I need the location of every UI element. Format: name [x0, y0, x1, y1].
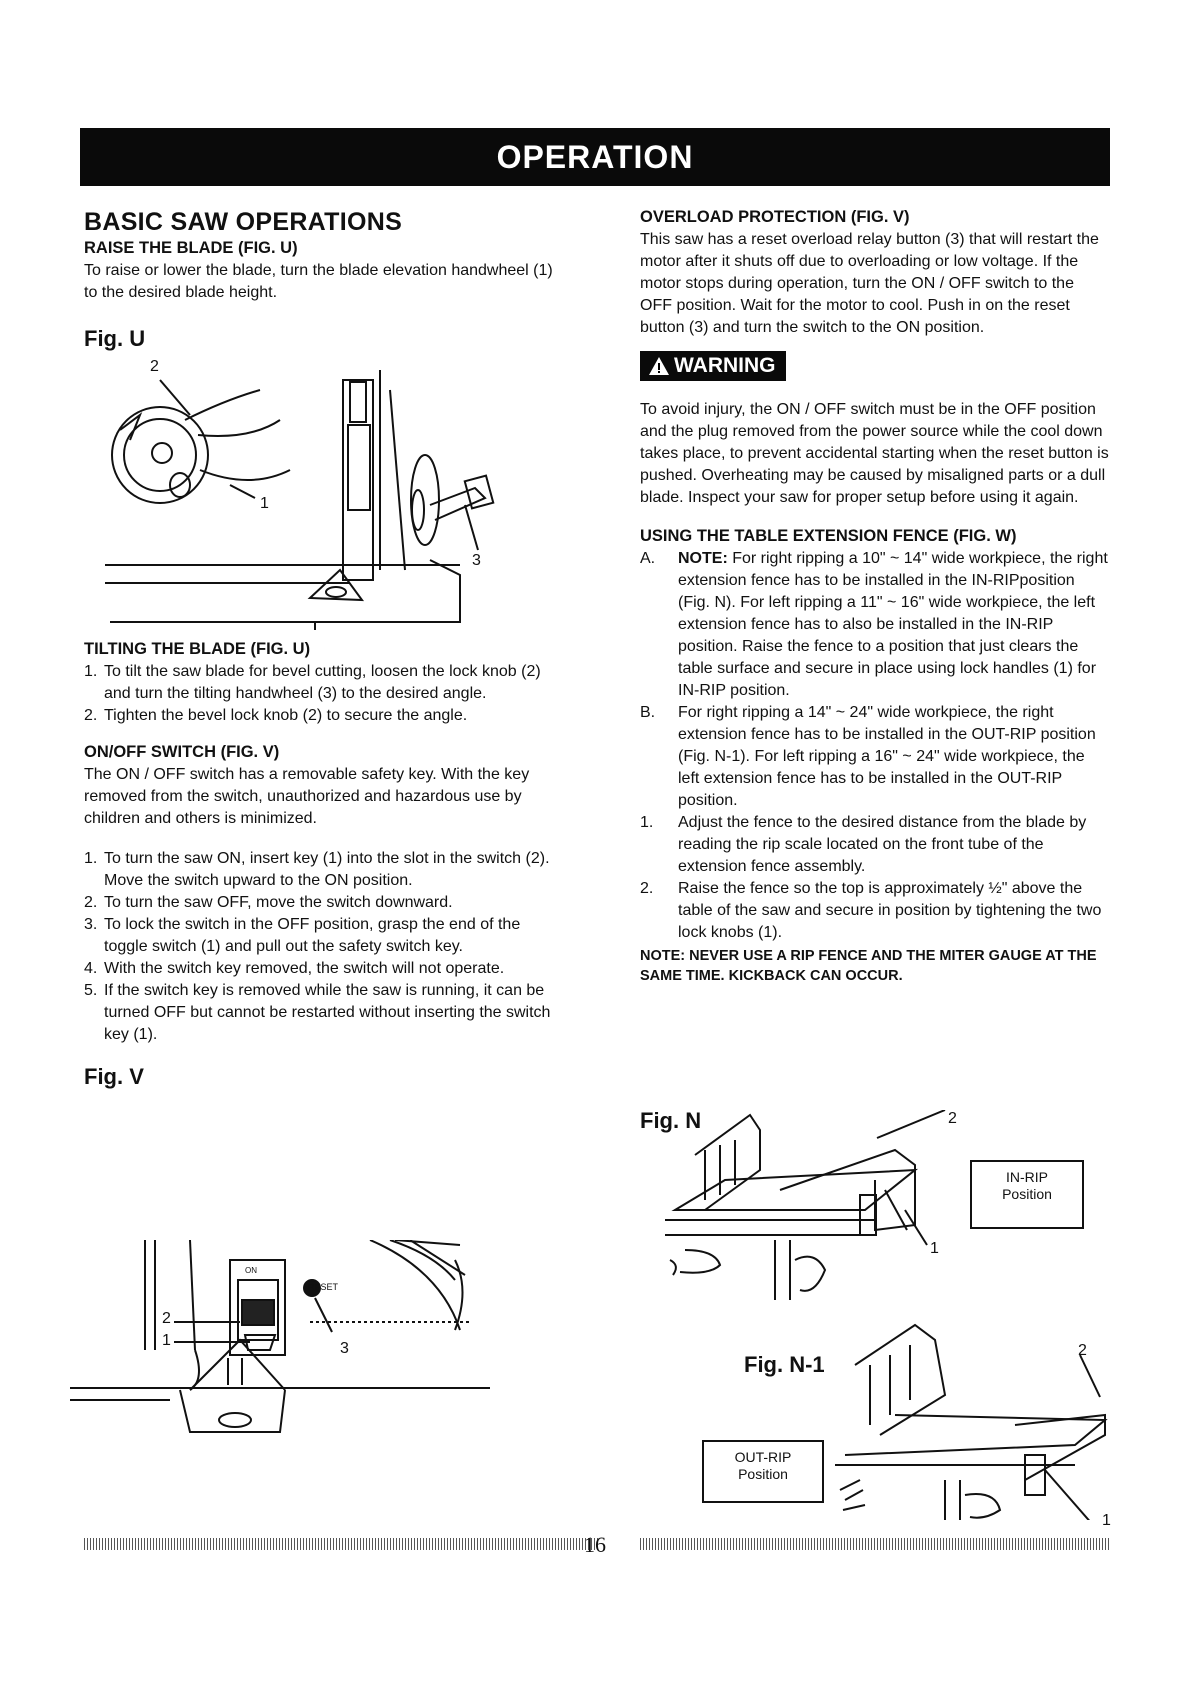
fig-v-illustration [70, 1240, 500, 1510]
extension-list [640, 548, 1110, 944]
raise-text: To raise or lower the blade, turn the blade elevation handwheel (1) to the desired blade height. [84, 262, 553, 301]
fig-v-switch-label: ON [245, 1266, 257, 1275]
list-item: 1. To turn the saw ON, insert key (1) into the slot in the switch (2). Move the switch upward to the ON position. [84, 850, 550, 889]
in-rip-line1: IN-RIP [1006, 1169, 1048, 1185]
in-rip-line2: Position [1002, 1186, 1052, 1202]
fig-u-label: Fig. U [84, 326, 146, 351]
list-item: A. NOTE: For right ripping a 10" ~ 14" wide workpiece, the right extension fence has to be installed in the IN-RIPposition (Fig. N). For left ripping a 11" ~ 16" wide workpiece, the left extension fence has to also be installed in the IN-RIP position. Raise the fence to a position that just clears the table surface and secure in place using lock handles (1) for IN-RIP position. [640, 550, 1108, 699]
fig-n-label: Fig. N [640, 1108, 702, 1133]
list-item: 1. To tilt the saw blade for bevel cutting, loosen the lock knob (2) and turn the tilting handwheel (3) to the desired angle. [84, 663, 541, 702]
in-rip-box [970, 1160, 1084, 1229]
list-item: 2. Tighten the bevel lock knob (2) to secure the angle. [84, 707, 468, 724]
list-item: 2. To turn the saw OFF, move the switch downward. [84, 894, 453, 911]
page-footer [0, 1532, 1190, 1556]
fig-u-callout-2: 2 [150, 358, 159, 375]
fig-u-illustration [100, 360, 540, 630]
list-item: B. For right ripping a 14" ~ 24" wide workpiece, the right extension fence has to be installed in the OUT-RIP position (Fig. N-1). For left ripping a 16" ~ 24" wide workpiece, the left extension fence has to be installed in the OUT-RIP position. [640, 704, 1096, 809]
tilting-list [84, 661, 564, 727]
left-column [84, 200, 564, 352]
fig-u-callout-3: 3 [472, 552, 481, 569]
fig-n1-callout-1: 1 [1102, 1512, 1111, 1529]
overload-heading: OVERLOAD PROTECTION (FIG. V) [640, 208, 910, 226]
warning-label: WARNING [674, 354, 776, 377]
tilting-heading: TILTING THE BLADE (FIG. U) [84, 640, 311, 658]
section-banner [80, 128, 1110, 186]
raise-heading: RAISE THE BLADE (FIG. U) [84, 239, 298, 257]
fig-u-callout-1: 1 [260, 495, 269, 512]
warning-badge [640, 351, 786, 381]
extension-heading: USING THE TABLE EXTENSION FENCE (FIG. W) [640, 527, 1017, 545]
list-item: 1. Adjust the fence to the desired distance from the blade by reading the rip scale located on the front tube of the extension fence assembly. [640, 814, 1087, 875]
fig-n1-callout-2: 2 [1078, 1342, 1087, 1359]
fig-n-callout-1: 1 [930, 1240, 939, 1257]
section-title: BASIC SAW OPERATIONS [84, 208, 403, 236]
fig-n1-label: Fig. N-1 [744, 1352, 825, 1377]
out-rip-box [702, 1440, 824, 1503]
list-item: 5. If the switch key is removed while the saw is running, it can be turned OFF but cannot be restarted without inserting the switch key (1). [84, 982, 551, 1043]
list-item: 4. With the switch key removed, the switch will not operate. [84, 960, 505, 977]
banner-title: OPERATION [496, 138, 694, 175]
left-column-lower [84, 640, 564, 1090]
fig-n-callout-2: 2 [948, 1110, 957, 1127]
fig-v-label: Fig. V [84, 1064, 144, 1089]
onoff-text: The ON / OFF switch has a removable safety key. With the key removed from the switch, unauthorized and hazardous use by children and others is minimized. [84, 766, 530, 827]
right-column [640, 208, 1110, 986]
overload-text: This saw has a reset overload relay button (3) that will restart the motor after it shuts off due to overloading or low voltage. If the motor stops during operation, turn the ON / OFF switch to the OFF position. Wait for the motor to cool. Push in on the reset button (3) and turn the switch to the ON position. [640, 231, 1099, 336]
fig-n-illustration [665, 1110, 965, 1300]
fig-n1-illustration [835, 1305, 1125, 1520]
warning-icon [648, 356, 670, 376]
fig-v-callout-2: 2 [162, 1310, 171, 1327]
extension-note: NOTE: NEVER USE A RIP FENCE AND THE MITER GAUGE AT THE SAME TIME. KICKBACK CAN OCCUR. [640, 948, 1097, 984]
out-rip-line2: Position [738, 1466, 788, 1482]
onoff-heading: ON/OFF SWITCH (FIG. V) [84, 743, 280, 761]
page-number: 16 [584, 1532, 606, 1557]
onoff-list [84, 848, 564, 1046]
fig-v-callout-3: 3 [340, 1340, 349, 1357]
out-rip-line1: OUT-RIP [734, 1449, 792, 1465]
list-item: 2. Raise the fence so the top is approximately ½" above the table of the saw and secure in position by tightening the two lock knobs (1). [640, 880, 1102, 941]
fig-v-callout-1: 1 [162, 1332, 171, 1349]
fig-v-reset-label: RESET [308, 1282, 339, 1292]
list-item: 3. To lock the switch in the OFF position, grasp the end of the toggle switch (1) and pull out the safety switch key. [84, 916, 521, 955]
warning-text: To avoid injury, the ON / OFF switch must be in the OFF position and the plug removed from the power source while the cool down takes place, to prevent accidental starting when the reset button is pushed. Overheating may be caused by misaligned parts or a dull blade. Inspect your saw for proper setup before using it again. [640, 401, 1109, 506]
